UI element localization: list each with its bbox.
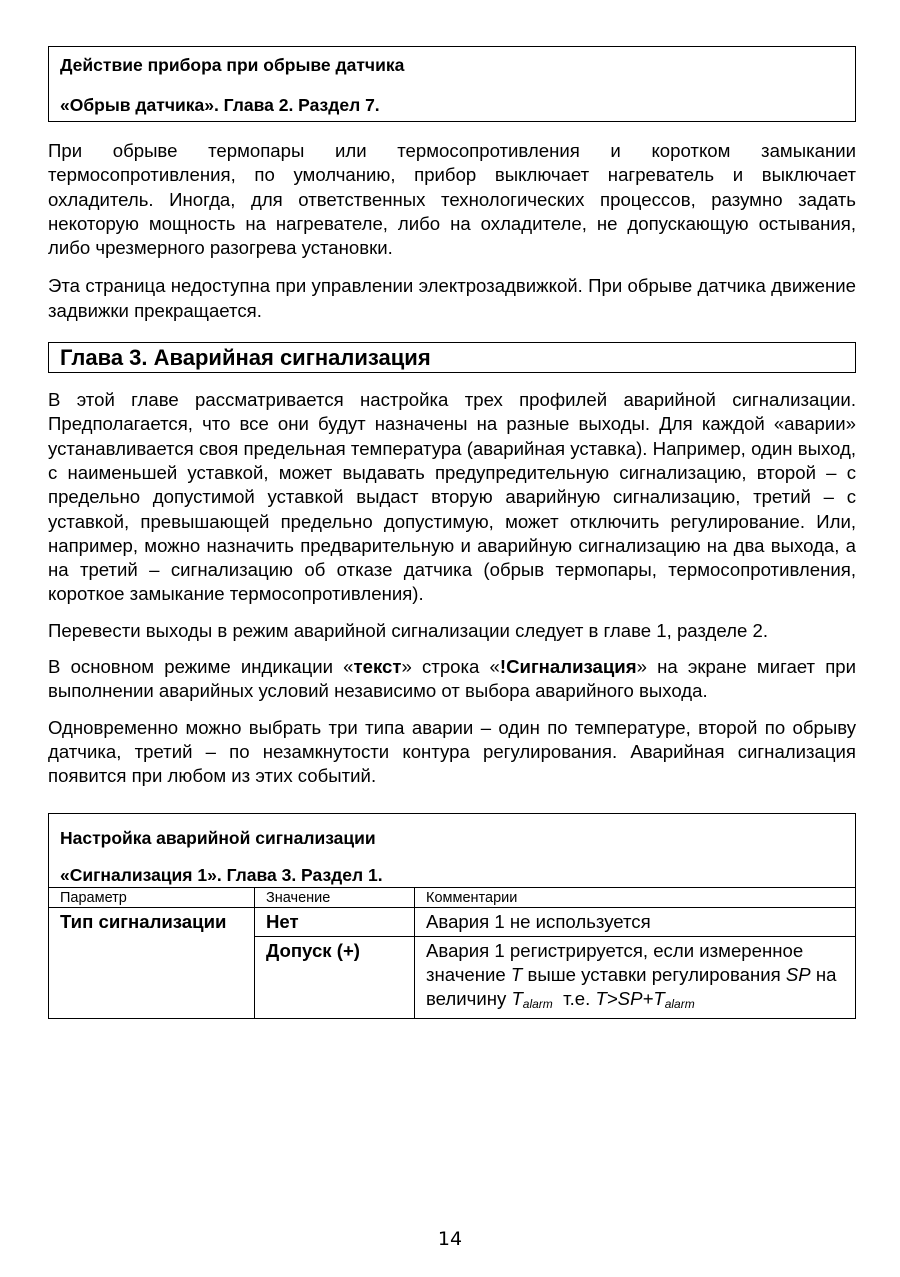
text-run: на величину <box>426 963 837 1009</box>
italic-text: T>SP+T <box>595 987 665 1009</box>
text-run: В основном режиме индикации « <box>48 656 354 678</box>
subscript: alarm <box>664 996 695 1011</box>
sensor-break-header-box <box>48 46 856 122</box>
alarm-settings-box <box>48 813 856 887</box>
paragraph-intro: В этой главе рассматривается настройка трех профилей аварийной сигнализации. Предполагается, что все они будут назначены на разные выходы. Для каждой «аварии» устанавливается своя предельная температура (аварийная уставка). Например, один выход, с наименьшей уставкой, может выдавать предупредительную сигнализацию, второй – с предельно допустимой уставкой выдаст вторую аварийную сигнализацию, третий – с уставкой, превышающей предельно допустимую, может отключить регулирование. Или, например, можно назначить предварительную и аварийную сигнализацию на два выхода, а на третий – сигнализацию об отказе датчика (обрыв термопары, термосопротивления, короткое замыкание термосопротивления). <box>48 389 856 605</box>
italic-text: T <box>510 963 523 985</box>
subscript: alarm <box>522 996 553 1011</box>
comment-cell <box>415 936 856 1018</box>
column-header: Параметр <box>49 887 255 907</box>
paragraph-outputs: Перевести выходы в режим аварийной сигнализации следует в главе 1, разделе 2. <box>48 619 768 641</box>
table-header-row <box>49 887 856 907</box>
comment-cell: Авария 1 не используется <box>415 907 856 936</box>
paragraph-valve: Эта страница недоступна при управлении электрозадвижкой. При обрыве датчика движение задвижки прекращается. <box>48 275 856 321</box>
text-run: Авария 1 регистрируется, если измеренное значение <box>426 939 804 985</box>
italic-text: SP <box>785 963 811 985</box>
value-cell: Нет <box>255 907 415 936</box>
bold-text: !Сигнализация <box>499 656 637 678</box>
alarm-settings-table <box>48 887 856 1019</box>
text-run: выше уставки регулирования <box>522 963 786 985</box>
paragraph-sensor-break: При обрыве термопары или термосопротивления и коротком замыкании термосопротивления, по умолчанию, прибор выключает нагреватель и выключает охладитель. Иногда, для ответственных технологических процессов, разумно задать некоторую мощность на нагревателе, либо на охладителе, не допускающую остывания, либо чрезмерного разогрева установки. <box>48 140 856 259</box>
page-content <box>48 46 856 1019</box>
param-cell: Тип сигнализации <box>49 907 255 1018</box>
chapter-title: Глава 3. Аварийная сигнализация <box>48 342 856 373</box>
text-run: » на экране мигает при выполнении аварийных условий независимо от выбора аварийного выхода. <box>48 656 856 702</box>
column-header: Значение <box>255 887 415 907</box>
text-run: т.е. <box>552 987 596 1009</box>
box-title: Действие прибора при обрыве датчика <box>60 55 405 75</box>
bold-text: текст <box>353 656 402 678</box>
paragraph-indication <box>48 655 856 704</box>
table-row <box>49 907 856 936</box>
paragraph-types: Одновременно можно выбрать три типа аварии – один по температуре, второй по обрыву датчика, третий – по незамкнутости контура регулирования. Аварийная сигнализация появится при любом из этих событий. <box>48 716 856 787</box>
box-reference: «Обрыв датчика». Глава 2. Раздел 7. <box>60 95 380 115</box>
box-reference: «Сигнализация 1». Глава 3. Раздел 1. <box>60 864 383 885</box>
column-header: Комментарии <box>415 887 856 907</box>
value-cell: Допуск (+) <box>255 936 415 1018</box>
text-run: » строка « <box>401 656 500 678</box>
page-number: 14 <box>437 1228 463 1250</box>
italic-text: T <box>511 987 523 1009</box>
box-title: Настройка аварийной сигнализации <box>60 827 376 848</box>
